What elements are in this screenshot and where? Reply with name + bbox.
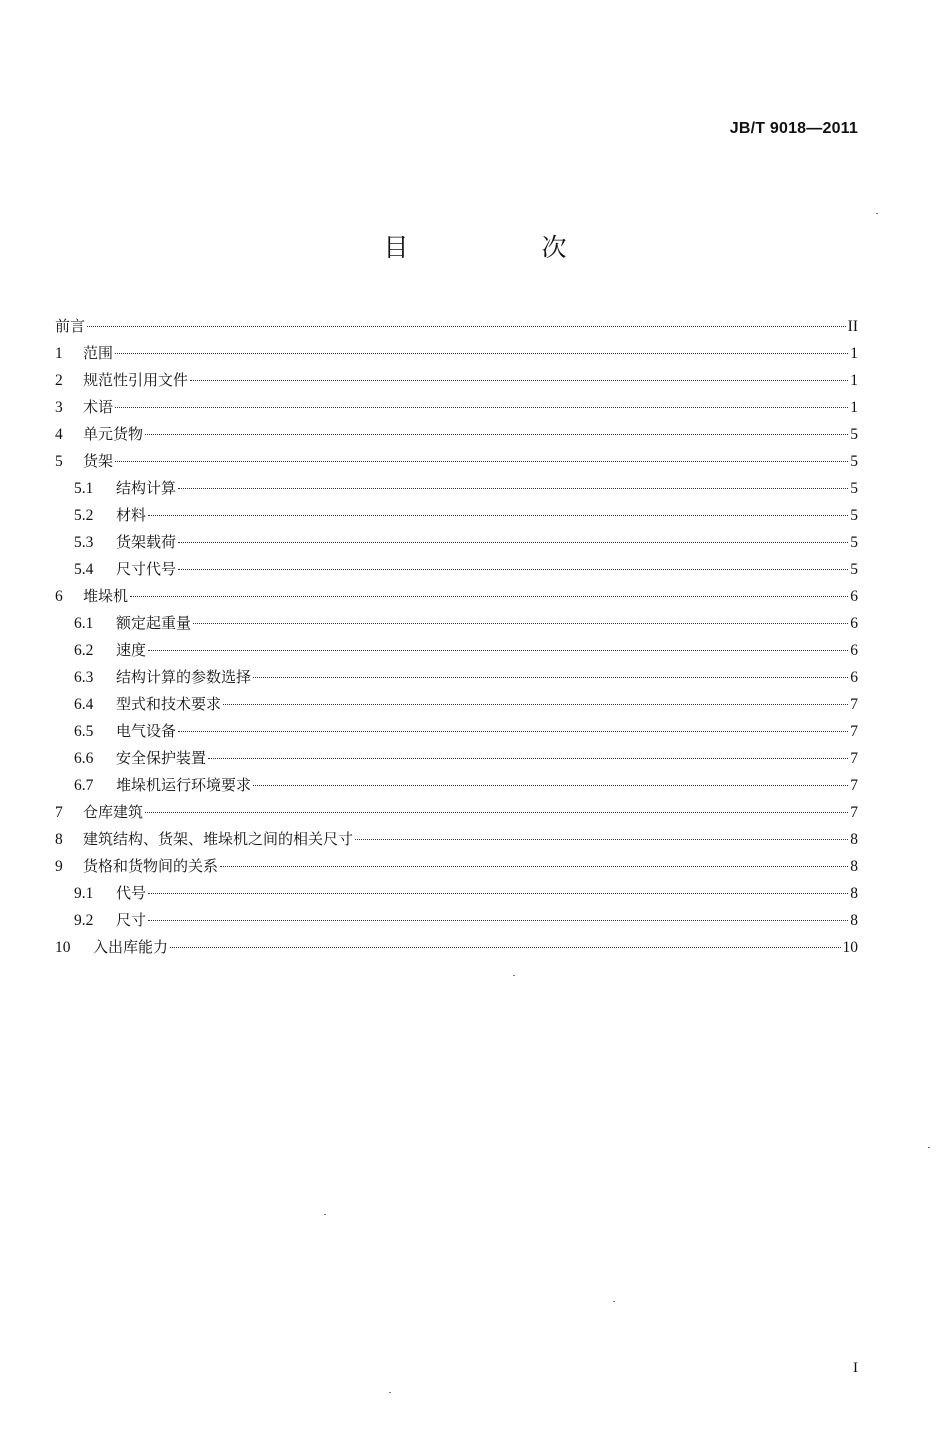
toc-entry-title: 货格和货物间的关系 — [83, 857, 219, 875]
dot-leader — [145, 434, 848, 435]
toc-entry-title: 结构计算的参数选择 — [116, 668, 252, 686]
toc-entry-title: 尺寸 — [116, 911, 147, 929]
dot-leader — [178, 731, 848, 732]
dot-leader — [253, 785, 848, 786]
toc-entry-page: 6 — [850, 615, 858, 632]
dot-leader — [148, 920, 848, 921]
toc-entry-title: 堆垛机运行环境要求 — [116, 776, 252, 794]
toc-entry-page: 7 — [850, 723, 858, 740]
dot-leader — [178, 542, 848, 543]
toc-entry-number: 6 — [55, 588, 63, 605]
toc-entry-page: 8 — [850, 912, 858, 929]
toc-entry-title: 安全保护装置 — [116, 749, 207, 767]
toc-entry-page: 1 — [850, 399, 858, 416]
toc-entry-number: 1 — [55, 345, 63, 362]
table-of-contents — [55, 313, 858, 961]
page-number: I — [853, 1360, 858, 1376]
dot-leader — [148, 893, 848, 894]
dot-leader — [148, 515, 848, 516]
toc-entry-page: 10 — [842, 939, 858, 956]
dot-leader — [208, 758, 848, 759]
dot-leader — [115, 407, 848, 408]
toc-entry-7[interactable] — [55, 799, 858, 826]
toc-entry-number: 7 — [55, 804, 63, 821]
toc-entry-page: 6 — [850, 669, 858, 686]
toc-entry-title: 结构计算 — [116, 479, 177, 497]
toc-entry-4[interactable] — [55, 421, 858, 448]
toc-entry-title: 仓库建筑 — [83, 803, 144, 821]
toc-entry-page: 1 — [850, 372, 858, 389]
toc-entry-number: 8 — [55, 831, 63, 848]
toc-entry-3[interactable] — [55, 394, 858, 421]
toc-entry-title: 堆垛机 — [83, 587, 129, 605]
toc-entry-title: 术语 — [83, 398, 114, 416]
dot-leader — [130, 596, 848, 597]
toc-entry-9[interactable] — [55, 853, 858, 880]
dot-leader — [115, 353, 848, 354]
toc-entry-9-2[interactable] — [55, 907, 858, 934]
toc-entry-page: 5 — [850, 426, 858, 443]
toc-entry-title: 代号 — [116, 884, 147, 902]
page-title: 目 次 — [383, 233, 621, 262]
toc-entry-6-4[interactable] — [55, 691, 858, 718]
toc-entry-title: 型式和技术要求 — [116, 695, 222, 713]
toc-entry-number: 5.4 — [74, 561, 94, 578]
toc-entry-page: 5 — [850, 534, 858, 551]
toc-entry-5-4[interactable] — [55, 556, 858, 583]
toc-entry-page: 5 — [850, 453, 858, 470]
toc-entry-number: 6.4 — [74, 696, 94, 713]
toc-entry-1[interactable] — [55, 340, 858, 367]
toc-entry-title: 材料 — [116, 506, 147, 524]
document-code: JB/T 9018—2011 — [729, 120, 858, 137]
toc-entry-number: 5.2 — [74, 507, 94, 524]
toc-entry-number: 9 — [55, 858, 63, 875]
toc-entry-5-1[interactable] — [55, 475, 858, 502]
dot-leader — [223, 704, 848, 705]
toc-entry-number: 6.7 — [74, 777, 94, 794]
toc-entry-8[interactable] — [55, 826, 858, 853]
scan-speck — [324, 1214, 326, 1215]
dot-leader — [148, 650, 848, 651]
toc-entry-page: 5 — [850, 480, 858, 497]
dot-leader — [170, 947, 840, 948]
toc-entry-number: 9.2 — [74, 912, 94, 929]
dot-leader — [253, 677, 848, 678]
toc-entry-title: 电气设备 — [116, 722, 177, 740]
toc-entry-number: 5.1 — [74, 480, 94, 497]
toc-entry-number: 6.1 — [74, 615, 94, 632]
dot-leader — [220, 866, 848, 867]
toc-entry-title: 额定起重量 — [116, 614, 192, 632]
dot-leader — [193, 623, 848, 624]
toc-entry-6-3[interactable] — [55, 664, 858, 691]
toc-entry-number: 10 — [55, 939, 71, 956]
scan-speck — [613, 1301, 615, 1302]
toc-entry-page: 7 — [850, 804, 858, 821]
scan-speck — [876, 213, 878, 214]
toc-entry-title: 范围 — [83, 344, 114, 362]
toc-entry-title: 规范性引用文件 — [83, 371, 189, 389]
toc-entry-page: 8 — [850, 885, 858, 902]
toc-entry-number: 3 — [55, 399, 63, 416]
toc-entry-6-5[interactable] — [55, 718, 858, 745]
toc-entry-page: 8 — [850, 858, 858, 875]
toc-entry-9-1[interactable] — [55, 880, 858, 907]
toc-entry-page: 1 — [850, 345, 858, 362]
toc-entry-number: 6.2 — [74, 642, 94, 659]
toc-entry-number: 9.1 — [74, 885, 94, 902]
toc-entry-title: 速度 — [116, 641, 147, 659]
toc-entry-5[interactable] — [55, 448, 858, 475]
toc-entry-5-2[interactable] — [55, 502, 858, 529]
toc-entry-number: 5.3 — [74, 534, 94, 551]
toc-entry-title: 建筑结构、货架、堆垛机之间的相关尺寸 — [83, 830, 354, 848]
toc-entry-title: 货架 — [83, 452, 114, 470]
toc-entry-page: II — [847, 318, 858, 335]
toc-entry-title: 单元货物 — [83, 425, 144, 443]
scan-speck — [389, 1392, 391, 1393]
toc-entry-page: 7 — [850, 750, 858, 767]
toc-entry-page: 6 — [850, 642, 858, 659]
toc-entry-6-6[interactable] — [55, 745, 858, 772]
toc-entry-page: 7 — [850, 696, 858, 713]
toc-entry-title: 入出库能力 — [93, 938, 169, 956]
dot-leader — [178, 488, 848, 489]
dot-leader — [87, 326, 846, 327]
toc-entry-number: 6.6 — [74, 750, 94, 767]
toc-entry-5-3[interactable] — [55, 529, 858, 556]
toc-entry-page: 6 — [850, 588, 858, 605]
dot-leader — [145, 812, 848, 813]
toc-entry-number: 6.3 — [74, 669, 94, 686]
toc-entry-title: 尺寸代号 — [116, 560, 177, 578]
toc-entry-10[interactable] — [55, 934, 858, 961]
toc-entry-page: 5 — [850, 507, 858, 524]
toc-entry-page: 5 — [850, 561, 858, 578]
toc-entry-page: 7 — [850, 777, 858, 794]
scan-speck — [928, 1147, 930, 1148]
toc-entry-number: 2 — [55, 372, 63, 389]
toc-entry-title: 货架载荷 — [116, 533, 177, 551]
toc-entry-6-7[interactable] — [55, 772, 858, 799]
toc-entry-6[interactable] — [55, 583, 858, 610]
toc-entry-number: 4 — [55, 426, 63, 443]
toc-entry-number: 5 — [55, 453, 63, 470]
toc-entry-2[interactable] — [55, 367, 858, 394]
toc-entry-number: 6.5 — [74, 723, 94, 740]
toc-entry-6-2[interactable] — [55, 637, 858, 664]
dot-leader — [178, 569, 848, 570]
toc-entry-foreword[interactable] — [55, 313, 858, 340]
dot-leader — [115, 461, 848, 462]
toc-entry-title: 前言 — [55, 317, 86, 335]
dot-leader — [190, 380, 848, 381]
toc-entry-6-1[interactable] — [55, 610, 858, 637]
scan-speck — [513, 975, 515, 976]
dot-leader — [355, 839, 848, 840]
toc-entry-page: 8 — [850, 831, 858, 848]
